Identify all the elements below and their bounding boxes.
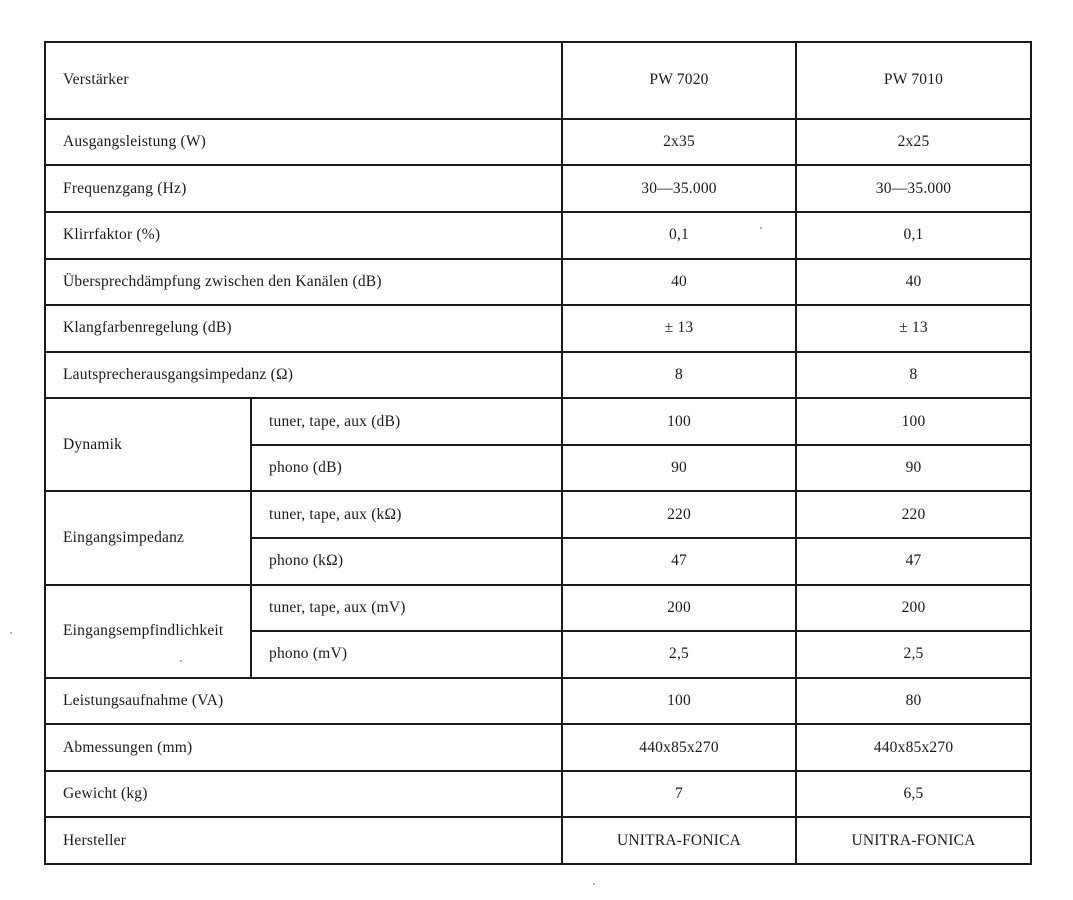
- scan-speck: [180, 660, 182, 662]
- header-model-pw7020: PW 7020: [562, 42, 796, 119]
- table-row: [45, 212, 1031, 259]
- table-row: [45, 119, 1031, 166]
- pw7020-value: 220: [562, 491, 796, 538]
- pw7010-value: 100: [796, 398, 1031, 445]
- pw7020-value: 90: [562, 445, 796, 492]
- header-label: Verstärker: [45, 42, 562, 119]
- pw7020-value: UNITRA-FONICA: [562, 817, 796, 864]
- pw7020-value: 47: [562, 538, 796, 585]
- subrow-label: tuner, tape, aux (dB): [251, 398, 562, 445]
- pw7020-value: 7: [562, 771, 796, 818]
- row-label: Ausgangsleistung (W): [45, 119, 562, 166]
- pw7010-value: 40: [796, 259, 1031, 306]
- table-row: [45, 398, 1031, 445]
- subrow-label: tuner, tape, aux (kΩ): [251, 491, 562, 538]
- pw7010-value: 90: [796, 445, 1031, 492]
- pw7020-value: 0,1: [562, 212, 796, 259]
- table-row: [45, 352, 1031, 399]
- subrow-label: phono (mV): [251, 631, 562, 678]
- row-label: Leistungsaufnahme (VA): [45, 678, 562, 725]
- table-row: [45, 259, 1031, 306]
- row-label: Frequenzgang (Hz): [45, 165, 562, 212]
- pw7010-value: UNITRA-FONICA: [796, 817, 1031, 864]
- pw7020-value: ± 13: [562, 305, 796, 352]
- header-model-pw7010: PW 7010: [796, 42, 1031, 119]
- pw7020-value: 2x35: [562, 119, 796, 166]
- row-label: Abmessungen (mm): [45, 724, 562, 771]
- group-label: Eingangsimpedanz: [45, 491, 251, 584]
- amplifier-spec-table: [44, 41, 1032, 865]
- scan-speck: [760, 227, 762, 229]
- group-label: Eingangsempfindlichkeit: [45, 585, 251, 678]
- pw7010-value: 2,5: [796, 631, 1031, 678]
- pw7010-value: 80: [796, 678, 1031, 725]
- table-row: [45, 817, 1031, 864]
- table-row: [45, 771, 1031, 818]
- pw7010-value: 30—35.000: [796, 165, 1031, 212]
- table-row: [45, 165, 1031, 212]
- pw7020-value: 100: [562, 678, 796, 725]
- scan-speck: [593, 883, 595, 885]
- pw7020-value: 2,5: [562, 631, 796, 678]
- pw7010-value: 220: [796, 491, 1031, 538]
- pw7020-value: 440x85x270: [562, 724, 796, 771]
- table-row: [45, 724, 1031, 771]
- pw7010-value: 47: [796, 538, 1031, 585]
- header-row: [45, 42, 1031, 119]
- row-label: Hersteller: [45, 817, 562, 864]
- pw7010-value: 6,5: [796, 771, 1031, 818]
- subrow-label: phono (dB): [251, 445, 562, 492]
- group-label: Dynamik: [45, 398, 251, 491]
- table-row: [45, 678, 1031, 725]
- row-label: Übersprechdämpfung zwischen den Kanälen (dB): [45, 259, 562, 306]
- pw7010-value: 8: [796, 352, 1031, 399]
- table-row: [45, 585, 1031, 632]
- row-label: Lautsprecherausgangsimpedanz (Ω): [45, 352, 562, 399]
- table-row: [45, 491, 1031, 538]
- pw7020-value: 8: [562, 352, 796, 399]
- subrow-label: tuner, tape, aux (mV): [251, 585, 562, 632]
- row-label: Gewicht (kg): [45, 771, 562, 818]
- row-label: Klirrfaktor (%): [45, 212, 562, 259]
- row-label: Klangfarbenregelung (dB): [45, 305, 562, 352]
- pw7010-value: 2x25: [796, 119, 1031, 166]
- table-row: [45, 305, 1031, 352]
- pw7010-value: ± 13: [796, 305, 1031, 352]
- pw7010-value: 440x85x270: [796, 724, 1031, 771]
- pw7020-value: 40: [562, 259, 796, 306]
- pw7020-value: 100: [562, 398, 796, 445]
- subrow-label: phono (kΩ): [251, 538, 562, 585]
- pw7020-value: 30—35.000: [562, 165, 796, 212]
- pw7020-value: 200: [562, 585, 796, 632]
- pw7010-value: 0,1: [796, 212, 1031, 259]
- pw7010-value: 200: [796, 585, 1031, 632]
- scan-speck: [10, 632, 12, 634]
